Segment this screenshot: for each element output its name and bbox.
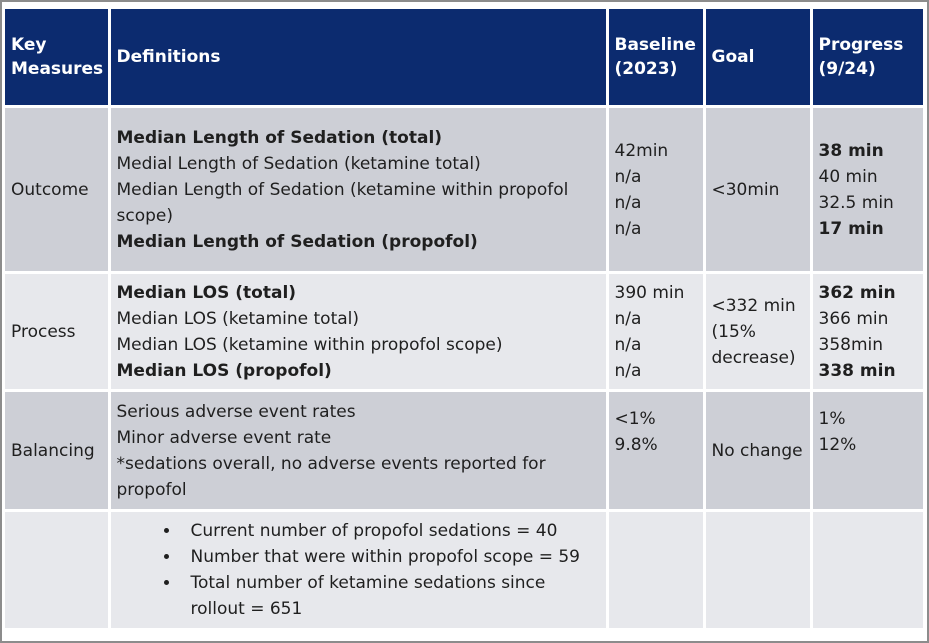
- outcome-row: [5, 107, 923, 273]
- header-progress: Progress (9/24): [811, 9, 923, 107]
- progress-value: 32.5 min: [818, 192, 894, 213]
- definition-item: Serious adverse event rates: [116, 401, 356, 422]
- definition-item: Median LOS (total): [116, 282, 297, 303]
- header-definitions: Definitions: [109, 9, 607, 107]
- notes-cell: [109, 511, 607, 629]
- balancing-definitions: [109, 391, 607, 511]
- progress-value: 338 min: [818, 360, 896, 381]
- baseline-value: n/a: [614, 166, 642, 187]
- definition-item: Medial Length of Sedation (ketamine total): [116, 153, 481, 174]
- definition-item: Median LOS (ketamine total): [116, 308, 360, 329]
- balancing-baseline: [607, 391, 704, 511]
- baseline-value: 42min: [614, 140, 669, 161]
- outcome-goal: <30min: [704, 107, 811, 273]
- notes-empty-cell: [5, 511, 109, 629]
- balancing-row: [5, 391, 923, 511]
- process-label: Process: [5, 273, 109, 391]
- process-goal: <332 min (15% decrease): [704, 273, 811, 391]
- baseline-value: n/a: [614, 360, 642, 381]
- balancing-progress: [811, 391, 923, 511]
- baseline-value: 390 min: [614, 282, 685, 303]
- process-row: [5, 273, 923, 391]
- list-item: • Number that were within propofol scope = 59: [181, 544, 600, 570]
- notes-empty-cell: [704, 511, 811, 629]
- process-baseline: [607, 273, 704, 391]
- outcome-label: Outcome: [5, 107, 109, 273]
- baseline-value: 9.8%: [614, 435, 658, 455]
- progress-value: 362 min: [818, 282, 896, 303]
- progress-value: 12%: [818, 435, 857, 455]
- definition-item: *sedations overall, no adverse events reported for propofol: [116, 453, 546, 500]
- process-definitions: [109, 273, 607, 391]
- header-baseline: Baseline (2023): [607, 9, 704, 107]
- key-measures-table: [5, 8, 924, 629]
- definition-item: Minor adverse event rate: [116, 427, 332, 448]
- progress-value: 40 min: [818, 166, 878, 187]
- definition-item: Median Length of Sedation (total): [116, 127, 443, 148]
- definition-item: Median LOS (ketamine within propofol scope): [116, 334, 503, 355]
- baseline-value: n/a: [614, 192, 642, 213]
- header-goal: Goal: [704, 9, 811, 107]
- notes-list: [117, 518, 600, 622]
- baseline-value: n/a: [614, 334, 642, 355]
- progress-value: 358min: [818, 334, 884, 355]
- balancing-goal: No change: [704, 391, 811, 511]
- notes-empty-cell: [811, 511, 923, 629]
- baseline-value: n/a: [614, 308, 642, 329]
- definition-item: Median Length of Sedation (ketamine within propofol scope): [116, 179, 569, 226]
- progress-value: 38 min: [818, 140, 884, 161]
- baseline-value: <1%: [614, 409, 656, 429]
- progress-value: 366 min: [818, 308, 889, 329]
- definition-item: Median LOS (propofol): [116, 360, 332, 381]
- notes-empty-cell: [607, 511, 704, 629]
- outcome-baseline: [607, 107, 704, 273]
- header-key-measures: Key Measures: [5, 9, 109, 107]
- baseline-value: n/a: [614, 218, 642, 239]
- process-progress: [811, 273, 923, 391]
- progress-value: 1%: [818, 409, 846, 429]
- outcome-definitions: [109, 107, 607, 273]
- header-row: [5, 9, 923, 107]
- outcome-progress: [811, 107, 923, 273]
- list-item: • Current number of propofol sedations = 40: [181, 518, 600, 544]
- definition-item: Median Length of Sedation (propofol): [116, 231, 478, 252]
- notes-row: [5, 511, 923, 629]
- progress-value: 17 min: [818, 218, 884, 239]
- balancing-label: Balancing: [5, 391, 109, 511]
- list-item: • Total number of ketamine sedations since rollout = 651: [181, 570, 600, 622]
